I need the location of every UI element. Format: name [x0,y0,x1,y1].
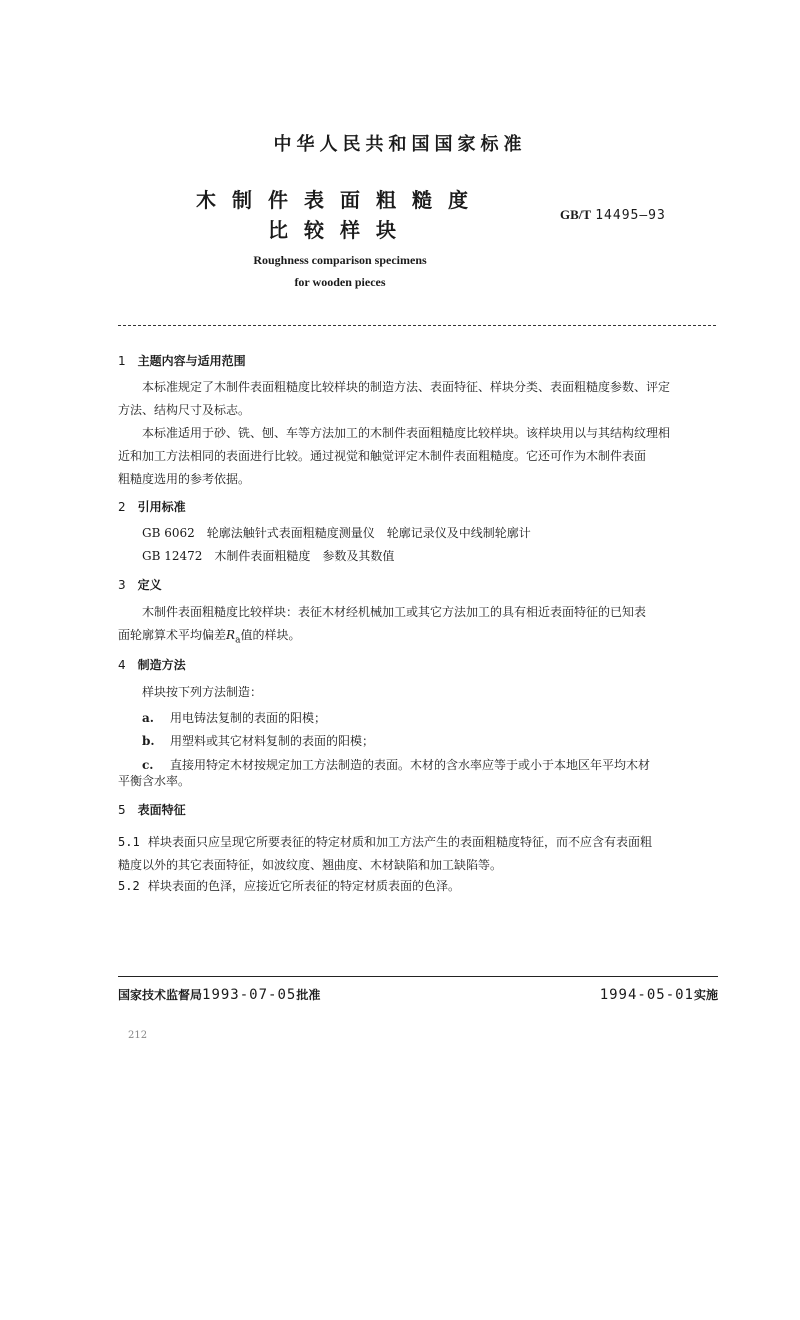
footer-divider [118,976,718,977]
title-line-2: 比较样块 [268,218,412,242]
english-title-line-1: Roughness comparison specimens [253,253,427,267]
s1-p1-line1: 本标准规定了木制件表面粗糙度比较样块的制造方法、表面特征、样块分类、表面粗糙度参数、评定 [142,380,671,394]
page-number: 212 [128,1030,148,1041]
s1-p2-line3: 粗糙度选用的参考依据。 [118,472,251,486]
s4-item-c-text-line1: 直接用特定木材按规定加工方法制造的表面。木材的含水率应等于或小于本地区年平均木材 [170,758,651,772]
section-2-title: 引用标准 [137,500,186,514]
s4-item-a-text: 用电铸法复制的表面的阳模； [170,711,327,725]
section-4-heading [118,656,186,673]
section-3-number: 3 [118,578,126,592]
section-4-title: 制造方法 [137,658,186,672]
s4-item-b-text: 用塑料或其它材料复制的表面的阳模； [170,734,375,748]
issuer: 国家技术监督局 [118,988,203,1002]
s3-line2-text-a: 面轮廓算术平均偏差 [118,628,227,642]
s4-item-b [142,732,374,749]
s5-1-line1 [118,831,652,854]
s3-symbol-sub: a [235,635,241,646]
s4-item-a [142,709,326,726]
standard-code [560,207,666,223]
s4-intro: 样块按下列方法制造： [142,685,263,699]
s5-2-number: 5.2 [118,879,140,893]
effective-statement [600,986,718,1003]
national-standard-heading: 中华人民共和国国家标准 [273,134,527,155]
standard-code-number: 14495—93 [595,208,666,223]
section-5-number: 5 [118,803,126,817]
section-1-title: 主题内容与适用范围 [137,354,246,368]
section-2-number: 2 [118,500,126,514]
section-5-title: 表面特征 [137,803,186,817]
issue-suffix: 批准 [296,988,321,1002]
reference-gb12472: GB 12472 木制件表面粗糙度 参数及其数值 [142,549,395,563]
standard-code-prefix: GB/T [560,207,592,222]
section-3-title: 定义 [137,578,162,592]
s4-item-a-label: a. [142,711,154,725]
effective-date: 1994-05-01 [599,987,694,1003]
reference-gb6062: GB 6062 轮廓法触针式表面粗糙度测量仪 轮廓记录仪及中线制轮廓计 [142,526,531,540]
effective-suffix: 实施 [693,988,718,1002]
title-line-1: 木制件表面粗糙度 [196,188,484,212]
s3-line2 [118,624,300,652]
issue-date: 1993-07-05 [202,987,297,1003]
s4-item-b-label: b. [142,734,155,748]
section-2-heading [118,498,186,515]
section-1-number: 1 [118,354,126,368]
english-title-line-2: for wooden pieces [294,275,386,289]
s3-symbol-r: R [226,628,236,642]
s5-1-text-line1: 样块表面只应呈现它所要表征的特定材质和加工方法产生的表面粗糙度特征，而不应含有表面粗 [148,835,653,849]
issue-statement [118,986,320,1003]
s3-line2-text-b: 值的样块。 [240,628,301,642]
s1-p2-line2: 近和加工方法相同的表面进行比较。通过视觉和触觉评定木制件表面粗糙度。它还可作为木制件表面 [118,449,647,463]
s5-1-line2: 糙度以外的其它表面特征，如波纹度、翘曲度、木材缺陷和加工缺陷等。 [118,858,503,872]
s5-1-number: 5.1 [118,835,140,849]
s4-item-c-label: c. [142,758,154,772]
section-3-heading [118,576,162,593]
s5-2-line1 [118,875,460,898]
s1-p2-line1: 本标准适用于砂、铣、刨、车等方法加工的木制件表面粗糙度比较样块。该样块用以与其结构纹理相 [142,426,671,440]
s4-item-c [142,756,650,773]
s1-p1-line2: 方法、结构尺寸及标志。 [118,403,251,417]
s4-item-c-text-line2: 平衡含水率。 [118,774,191,788]
s5-2-text-line1: 样块表面的色泽，应接近它所表征的特定材质表面的色泽。 [148,879,461,893]
section-1-heading [118,352,246,369]
section-4-number: 4 [118,658,126,672]
header-divider [118,325,716,326]
section-5-heading [118,801,186,818]
s3-line1: 木制件表面粗糙度比较样块：表征木材经机械加工或其它方法加工的具有相近表面特征的已知表 [142,605,647,619]
